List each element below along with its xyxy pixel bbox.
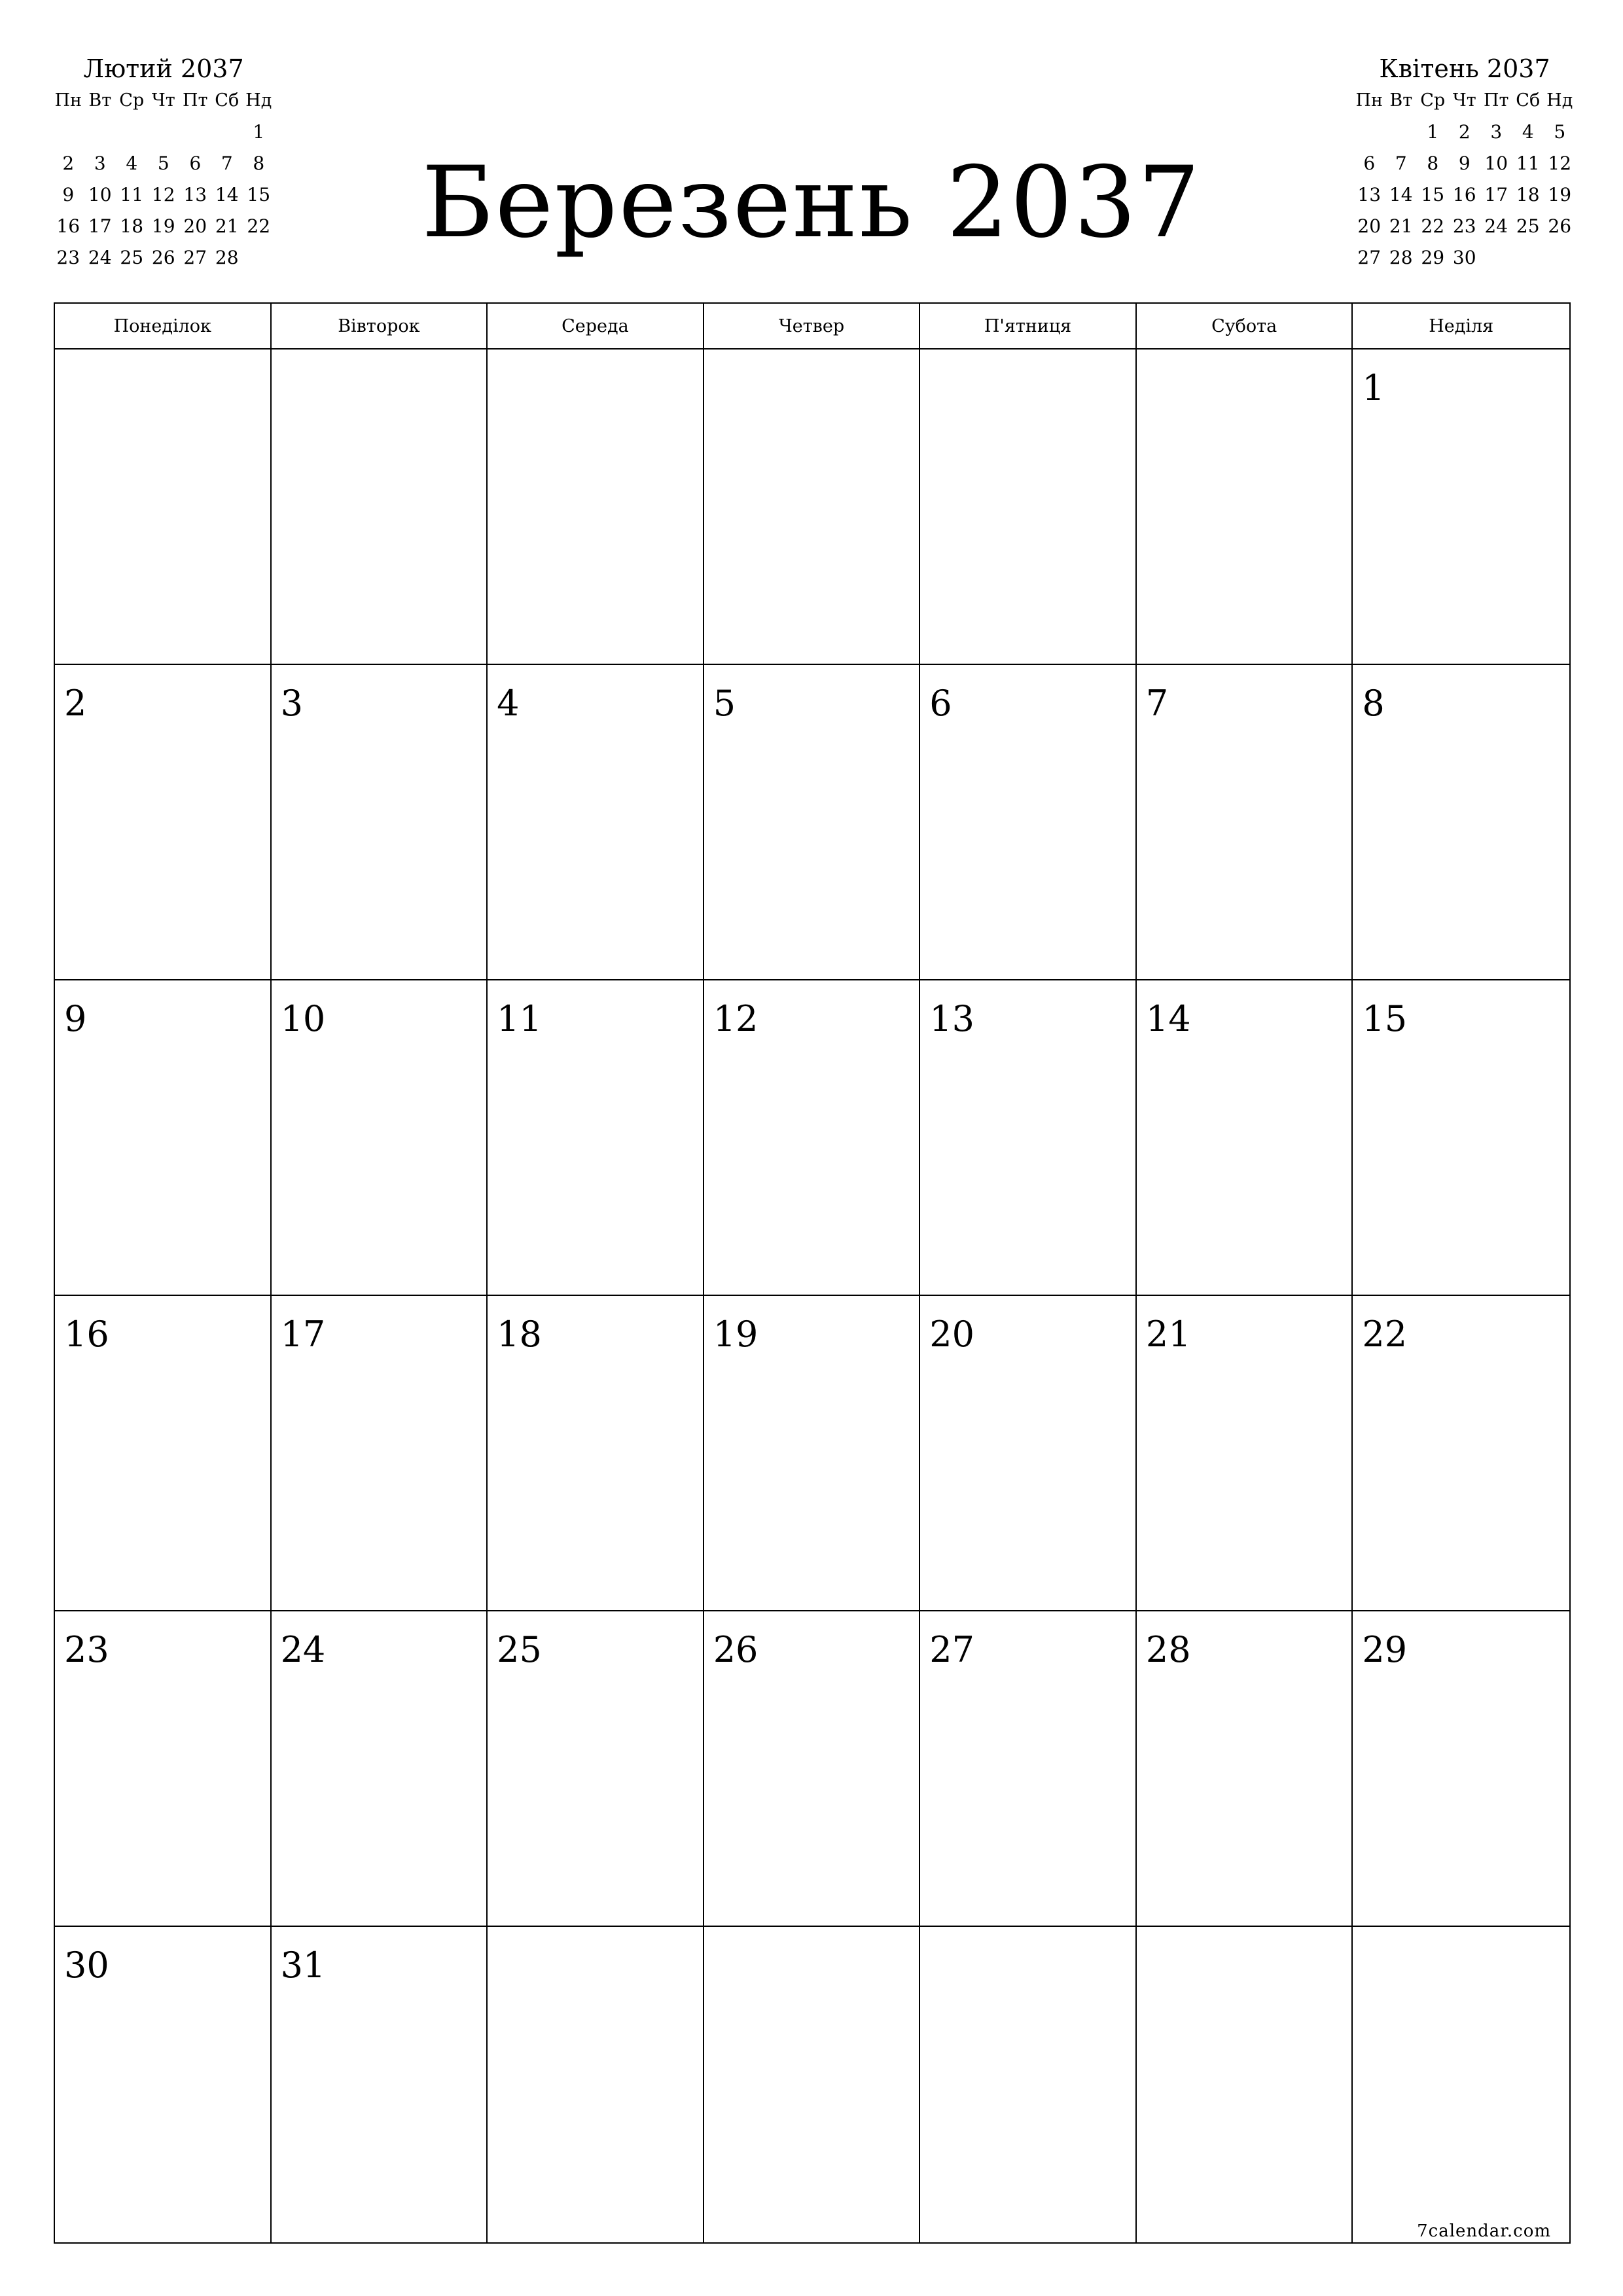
mini-day-number: 20 — [183, 215, 207, 237]
mini-day-number: 8 — [253, 152, 265, 174]
mini-day-number: 6 — [1363, 152, 1376, 174]
mini-day-number: 17 — [1484, 184, 1508, 206]
day-cell[interactable] — [704, 980, 921, 1296]
mini-day-number: 19 — [151, 215, 175, 237]
weekday-header: Вівторок — [272, 304, 488, 350]
mini-day-number — [1385, 117, 1418, 148]
mini-day-number: 12 — [151, 184, 175, 206]
day-cell[interactable] — [920, 1296, 1137, 1611]
day-cell[interactable] — [55, 980, 272, 1296]
day-cell[interactable] — [1137, 1611, 1353, 1927]
day-cell[interactable] — [1137, 1296, 1353, 1611]
day-number: 15 — [1362, 998, 1408, 1039]
mini-day-number: 30 — [1452, 247, 1476, 268]
day-cell[interactable] — [272, 350, 488, 665]
weekday-header: П'ятниця — [920, 304, 1137, 350]
day-number: 25 — [497, 1629, 542, 1670]
day-number: 18 — [497, 1314, 542, 1355]
mini-day-number: 1 — [1427, 121, 1439, 143]
day-cell[interactable] — [1353, 1296, 1569, 1611]
day-number: 31 — [280, 1945, 326, 1986]
mini-day-number: 7 — [221, 152, 233, 174]
day-cell[interactable] — [1353, 350, 1569, 665]
mini-day-number: 13 — [1357, 184, 1382, 206]
mini-day-number: 9 — [62, 184, 75, 206]
mini-day-number: 18 — [120, 215, 144, 237]
day-number: 12 — [713, 998, 758, 1039]
weekday-header: Субота — [1137, 304, 1353, 350]
mini-day-number: 27 — [1357, 247, 1382, 268]
day-cell[interactable] — [1353, 1611, 1569, 1927]
day-cell[interactable] — [55, 1296, 272, 1611]
mini-weekday-label: Нд — [245, 90, 272, 111]
mini-day-number: 18 — [1516, 184, 1540, 206]
day-cell[interactable] — [704, 350, 921, 665]
day-number: 11 — [497, 998, 542, 1039]
day-number: 10 — [280, 998, 326, 1039]
day-number: 4 — [497, 683, 520, 724]
day-cell[interactable] — [1353, 665, 1569, 980]
day-cell[interactable] — [55, 1927, 272, 2242]
day-number: 21 — [1145, 1314, 1191, 1355]
mini-day-number: 26 — [1548, 215, 1572, 237]
site-watermark: 7calendar.com — [1417, 2221, 1551, 2241]
day-number: 27 — [929, 1629, 974, 1670]
day-cell[interactable] — [1137, 980, 1353, 1296]
mini-weekday-label: Пт — [183, 90, 208, 111]
mini-weekday-label: Ср — [119, 90, 145, 111]
mini-weekday-label: Ср — [1420, 90, 1446, 111]
day-cell[interactable] — [704, 1927, 921, 2242]
day-number: 13 — [929, 998, 974, 1039]
month-grid — [54, 302, 1571, 2244]
day-number: 17 — [280, 1314, 326, 1355]
mini-day-number: 14 — [215, 184, 239, 206]
mini-day-number: 5 — [1554, 121, 1566, 143]
mini-weekday-label: Чт — [151, 90, 175, 111]
day-cell[interactable] — [55, 1611, 272, 1927]
mini-day-number: 15 — [247, 184, 271, 206]
mini-weekday-label: Вт — [1389, 90, 1413, 111]
mini-day-number: 26 — [151, 247, 175, 268]
day-number: 22 — [1362, 1314, 1408, 1355]
day-number: 1 — [1362, 367, 1385, 408]
mini-day-number: 15 — [1421, 184, 1445, 206]
day-cell[interactable] — [488, 980, 704, 1296]
day-number: 24 — [280, 1629, 326, 1670]
mini-day-number: 12 — [1548, 152, 1572, 174]
mini-day-number: 4 — [126, 152, 138, 174]
day-cell[interactable] — [704, 665, 921, 980]
mini-weekday-label: Нд — [1546, 90, 1573, 111]
day-cell[interactable] — [488, 1611, 704, 1927]
mini-day-number: 25 — [1516, 215, 1540, 237]
mini-day-number — [1512, 242, 1544, 274]
day-number: 8 — [1362, 683, 1385, 724]
day-cell[interactable] — [488, 1296, 704, 1611]
mini-day-number — [1544, 242, 1576, 274]
mini-day-number: 6 — [189, 152, 202, 174]
mini-day-number: 10 — [1484, 152, 1508, 174]
day-cell[interactable] — [920, 1611, 1137, 1927]
mini-day-number: 23 — [56, 247, 80, 268]
mini-day-number: 28 — [1389, 247, 1413, 268]
page-title: Березень 2037 — [421, 146, 1202, 260]
mini-day-number: 27 — [183, 247, 207, 268]
day-cell[interactable] — [1137, 665, 1353, 980]
day-number: 2 — [64, 683, 87, 724]
mini-day-number: 3 — [94, 152, 106, 174]
mini-day-number: 29 — [1421, 247, 1445, 268]
day-number: 9 — [64, 998, 87, 1039]
day-cell[interactable] — [920, 980, 1137, 1296]
day-number: 23 — [64, 1629, 109, 1670]
day-cell[interactable] — [272, 1611, 488, 1927]
day-cell[interactable] — [704, 1296, 921, 1611]
mini-day-number: 4 — [1522, 121, 1534, 143]
day-number: 19 — [713, 1314, 758, 1355]
day-cell[interactable] — [488, 1927, 704, 2242]
mini-calendar-grid — [1353, 85, 1576, 274]
day-cell[interactable] — [1353, 1927, 1569, 2242]
day-cell[interactable] — [55, 350, 272, 665]
mini-day-number: 16 — [56, 215, 80, 237]
day-cell[interactable] — [1137, 350, 1353, 665]
day-cell[interactable] — [272, 1927, 488, 2242]
mini-weekday-label: Пн — [1355, 90, 1383, 111]
mini-day-number: 25 — [120, 247, 144, 268]
mini-weekday-label: Сб — [1516, 90, 1541, 111]
mini-day-number: 8 — [1427, 152, 1439, 174]
mini-day-number: 20 — [1357, 215, 1382, 237]
mini-weekday-label: Чт — [1452, 90, 1476, 111]
mini-day-number: 13 — [183, 184, 207, 206]
day-cell[interactable] — [488, 350, 704, 665]
mini-weekday-label: Сб — [215, 90, 240, 111]
mini-day-number: 5 — [157, 152, 169, 174]
mini-day-number: 23 — [1452, 215, 1476, 237]
mini-weekday-label: Пт — [1484, 90, 1509, 111]
day-number: 16 — [64, 1314, 109, 1355]
mini-weekday-label: Пн — [54, 90, 82, 111]
mini-day-number: 7 — [1395, 152, 1407, 174]
mini-day-number: 2 — [62, 152, 75, 174]
mini-day-number: 16 — [1452, 184, 1476, 206]
weekday-header: Понеділок — [55, 304, 272, 350]
mini-day-number: 14 — [1389, 184, 1413, 206]
day-cell[interactable] — [920, 1927, 1137, 2242]
mini-day-number: 11 — [120, 184, 144, 206]
day-cell[interactable] — [920, 665, 1137, 980]
mini-day-number: 19 — [1548, 184, 1572, 206]
mini-day-number: 17 — [88, 215, 112, 237]
mini-day-number: 21 — [1389, 215, 1413, 237]
day-number: 3 — [280, 683, 303, 724]
day-number: 29 — [1362, 1629, 1408, 1670]
mini-calendar-title: Квітень 2037 — [1379, 54, 1550, 83]
day-cell[interactable] — [272, 980, 488, 1296]
weekday-header: Середа — [488, 304, 704, 350]
mini-day-number: 22 — [247, 215, 271, 237]
mini-day-number: 11 — [1516, 152, 1540, 174]
day-number: 26 — [713, 1629, 758, 1670]
day-cell[interactable] — [55, 665, 272, 980]
day-cell[interactable] — [272, 665, 488, 980]
mini-calendar-next-month — [1353, 52, 1576, 274]
mini-day-number: 28 — [215, 247, 239, 268]
day-number: 20 — [929, 1314, 974, 1355]
day-number: 6 — [929, 683, 952, 724]
weekday-header: Неділя — [1353, 304, 1569, 350]
day-cell[interactable] — [272, 1296, 488, 1611]
mini-day-number — [1353, 117, 1385, 148]
mini-day-number: 21 — [215, 215, 239, 237]
day-cell[interactable] — [1137, 1927, 1353, 2242]
mini-day-number: 2 — [1458, 121, 1471, 143]
mini-weekday-label: Вт — [88, 90, 112, 111]
day-cell[interactable] — [704, 1611, 921, 1927]
mini-day-number: 1 — [253, 121, 265, 143]
day-number: 28 — [1145, 1629, 1191, 1670]
mini-calendar-title: Лютий 2037 — [83, 54, 244, 83]
mini-day-number: 3 — [1490, 121, 1503, 143]
mini-day-number: 24 — [1484, 215, 1508, 237]
mini-day-number: 9 — [1458, 152, 1471, 174]
day-cell[interactable] — [488, 665, 704, 980]
mini-day-number: 10 — [88, 184, 112, 206]
weekday-header: Четвер — [704, 304, 921, 350]
day-number: 30 — [64, 1945, 109, 1986]
day-cell[interactable] — [920, 350, 1137, 665]
day-number: 14 — [1145, 998, 1191, 1039]
mini-day-number: 22 — [1421, 215, 1445, 237]
day-number: 5 — [713, 683, 736, 724]
day-number: 7 — [1145, 683, 1169, 724]
mini-day-number — [1480, 242, 1512, 274]
day-cell[interactable] — [1353, 980, 1569, 1296]
mini-day-number: 24 — [88, 247, 112, 268]
